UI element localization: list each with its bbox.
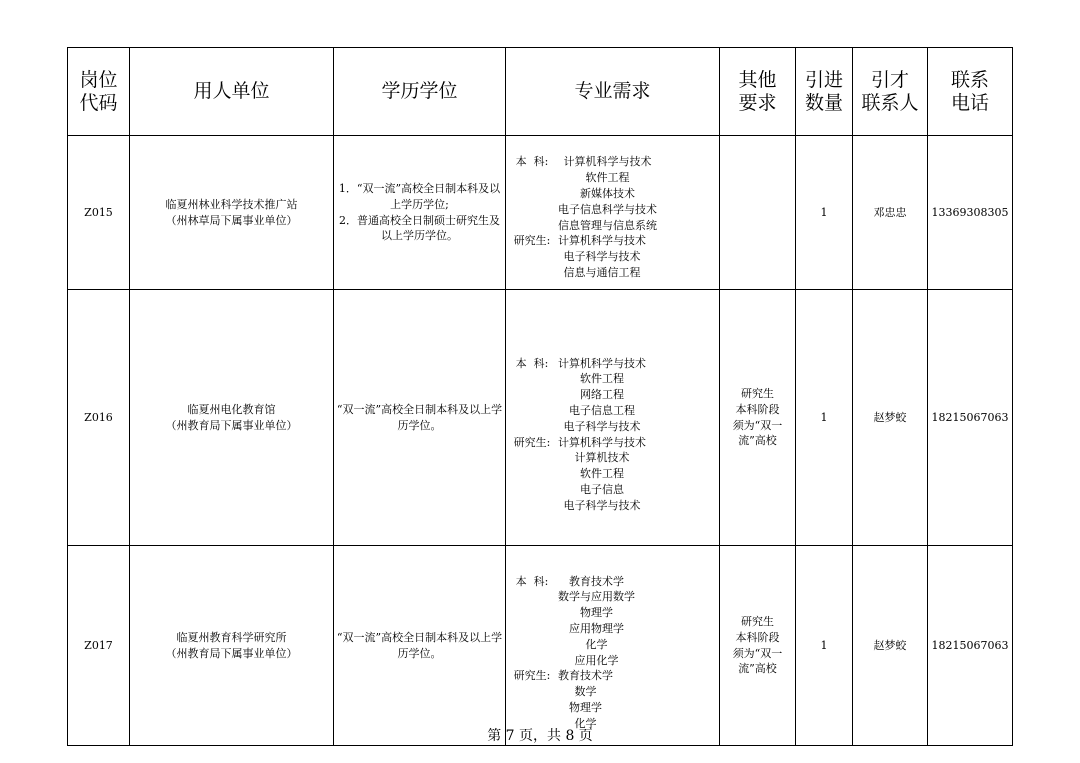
header-phone: 联系 电话 bbox=[928, 48, 1013, 136]
cell-unit: 临夏州电化教育馆 （州教育局下属事业单位） bbox=[130, 290, 334, 546]
cell-contact: 赵梦蛟 bbox=[853, 290, 928, 546]
cell-count: 1 bbox=[796, 136, 853, 290]
cell-count: 1 bbox=[796, 546, 853, 746]
header-code: 岗位 代码 bbox=[68, 48, 130, 136]
page-number: 第 7 页，共 8 页 bbox=[487, 728, 593, 744]
table-row bbox=[68, 136, 1013, 290]
cell-major: 本 科: 教育技术学 数学与应用数学 物理学 应用物理学 化学 应用化学 研究生: 教育技术学 数学 物理学 化学 bbox=[506, 546, 720, 746]
cell-phone: 13369308305 bbox=[928, 136, 1013, 290]
major-label: 本 科: bbox=[515, 356, 549, 370]
cell-major: 本 科: 计算机科学与技术 软件工程 新媒体技术 电子信息科学与技术 信息管理与信息系统 研究生: 计算机科学与技术 电子科学与技术 信息与通信工程 bbox=[506, 136, 720, 290]
cell-count: 1 bbox=[796, 290, 853, 546]
cell-phone: 18215067063 bbox=[928, 546, 1013, 746]
cell-other: 研究生 本科阶段 须为“双一 流”高校 bbox=[720, 290, 796, 546]
header-contact: 引才 联系人 bbox=[853, 48, 928, 136]
major-label: 本 科: bbox=[515, 574, 549, 588]
header-other: 其他 要求 bbox=[720, 48, 796, 136]
job-table bbox=[67, 47, 1013, 746]
cell-education: “双一流”高校全日制本科及以上学历学位。 bbox=[334, 290, 506, 546]
header-education: 学历学位 bbox=[334, 48, 506, 136]
header-major: 专业需求 bbox=[506, 48, 720, 136]
major-label: 研究生: bbox=[513, 234, 551, 248]
header-count: 引进 数量 bbox=[796, 48, 853, 136]
header-row bbox=[68, 48, 1013, 136]
cell-phone: 18215067063 bbox=[928, 290, 1013, 546]
cell-other bbox=[720, 136, 796, 290]
cell-code: Z017 bbox=[68, 546, 130, 746]
major-label: 本 科: bbox=[515, 155, 549, 169]
cell-education: “双一流”高校全日制本科及以上学历学位。 bbox=[334, 546, 506, 746]
table-row bbox=[68, 290, 1013, 546]
header-unit: 用人单位 bbox=[130, 48, 334, 136]
major-label: 研究生: bbox=[513, 435, 551, 449]
cell-contact: 邓忠忠 bbox=[853, 136, 928, 290]
cell-education: 1．“双一流”高校全日制本科及以上学历学位; 2．普通高校全日制硕士研究生及以上学历学位。 bbox=[334, 136, 506, 290]
cell-code: Z015 bbox=[68, 136, 130, 290]
cell-code: Z016 bbox=[68, 290, 130, 546]
cell-other: 研究生 本科阶段 须为“双一 流”高校 bbox=[720, 546, 796, 746]
table-row bbox=[68, 546, 1013, 746]
cell-contact: 赵梦蛟 bbox=[853, 546, 928, 746]
cell-major: 本 科: 计算机科学与技术 软件工程 网络工程 电子信息工程 电子科学与技术 研究生: 计算机科学与技术 计算机技术 软件工程 电子信息 电子科学与技术 bbox=[506, 290, 720, 546]
major-label: 研究生: bbox=[513, 669, 551, 683]
cell-unit: 临夏州教育科学研究所 （州教育局下属事业单位） bbox=[130, 546, 334, 746]
cell-unit: 临夏州林业科学技术推广站 （州林草局下属事业单位） bbox=[130, 136, 334, 290]
